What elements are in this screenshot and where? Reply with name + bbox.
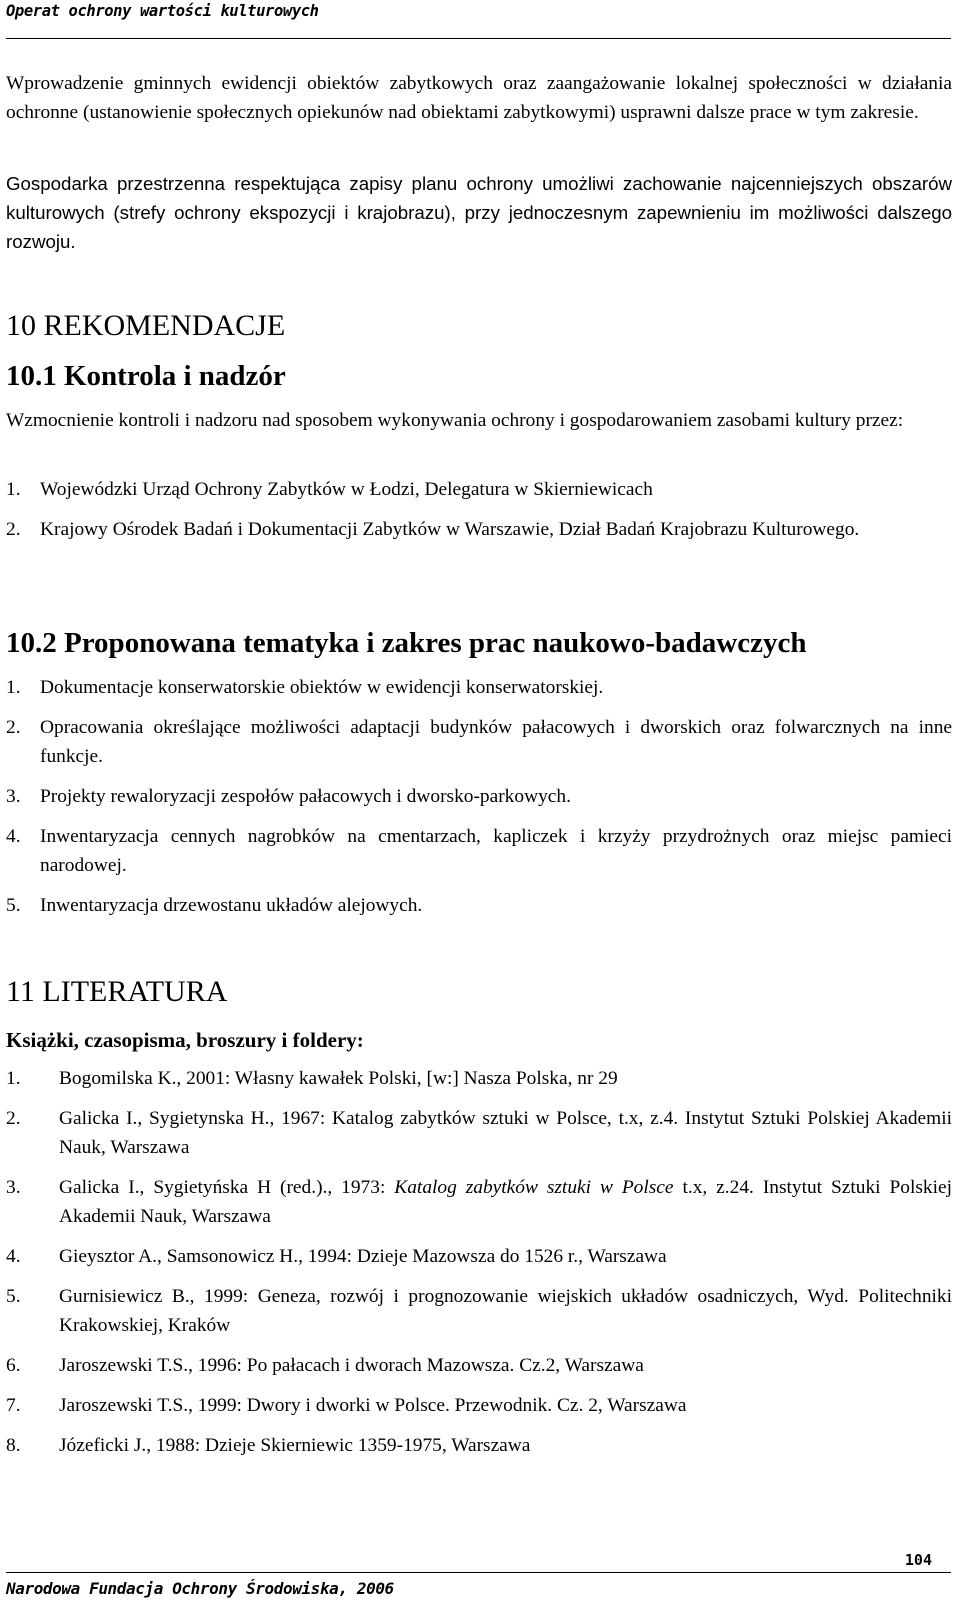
page-number: 104	[904, 1551, 932, 1569]
list-item-text: Galicka I., Sygietynska H., 1967: Katalog zabytków sztuki w Polsce, t.x, z.4. Instytut Sztuki Polskiej Akademii Nauk, Warszawa	[59, 1108, 952, 1158]
list-item-text: Krajowy Ośrodek Badań i Dokumentacji Zabytków w Warszawie, Dział Badań Krajobrazu Kulturowego.	[40, 519, 860, 540]
literature-subheading: Książki, czasopisma, broszury i foldery:	[6, 1028, 364, 1052]
list-item-text: Inwentaryzacja drzewostanu układów alejowych.	[40, 895, 423, 916]
list-item-number: 5.	[6, 895, 21, 916]
list-item-text: Jaroszewski T.S., 1999: Dwory i dworki w Polsce. Przewodnik. Cz. 2, Warszawa	[59, 1395, 687, 1416]
citation-text: t.x, z.24. Instytut Sztuki Polskiej Akademii Nauk, Warszawa	[59, 1177, 952, 1227]
list-item	[6, 822, 952, 880]
running-footer: Narodowa Fundacja Ochrony Środowiska, 2006	[6, 1579, 394, 1598]
list-item-text: Gurnisiewicz B., 1999: Geneza, rozwój i prognozowanie wiejskich układów osadniczych, Wyd. Politechniki Krakowskiej, Kraków	[59, 1286, 952, 1336]
list-item-number: 5.	[6, 1286, 21, 1307]
list-item-number: 7.	[6, 1395, 21, 1416]
list-item	[6, 1173, 952, 1231]
list-item-text: Jaroszewski T.S., 1996: Po pałacach i dworach Mazowsza. Cz.2, Warszawa	[59, 1355, 644, 1376]
list-item-text: Gieysztor A., Samsonowicz H., 1994: Dzieje Mazowsza do 1526 r., Warszawa	[59, 1246, 667, 1267]
list-item-number: 3.	[6, 786, 21, 807]
list-item-number: 6.	[6, 1355, 21, 1376]
list-item	[6, 673, 952, 702]
section-10-heading: 10 REKOMENDACJE	[6, 309, 286, 342]
list-item	[6, 1351, 952, 1380]
list-item	[6, 713, 952, 771]
header-rule	[6, 38, 951, 39]
section-10-2-heading: 10.2 Proponowana tematyka i zakres prac naukowo-badawczych	[6, 627, 807, 659]
section-10-1-heading: 10.1 Kontrola i nadzór	[6, 360, 286, 392]
list-item-number: 1.	[6, 1068, 21, 1089]
section-11-heading: 11 LITERATURA	[6, 975, 228, 1008]
running-header: Operat ochrony wartości kulturowych	[6, 2, 319, 20]
list-item-number: 4.	[6, 826, 21, 847]
list-item-number: 8.	[6, 1435, 21, 1456]
list-item-text: Wojewódzki Urząd Ochrony Zabytków w Łodzi, Delegatura w Skierniewicach	[40, 479, 653, 500]
list-item	[6, 891, 952, 920]
list-item-text: Inwentaryzacja cennych nagrobków na cmentarzach, kapliczek i krzyży przydrożnych oraz miejsc pamieci narodowej.	[40, 826, 952, 876]
list-item	[6, 1391, 952, 1420]
citation-title: Katalog zabytków sztuki w Polsce	[394, 1177, 674, 1198]
section-10-1-intro: Wzmocnienie kontroli i nadzoru nad sposobem wykonywania ochrony i gospodarowaniem zasobami kultury przez:	[6, 410, 904, 431]
list-item	[6, 1064, 952, 1093]
list-item-number: 3.	[6, 1177, 21, 1198]
list-item-text: Józeficki J., 1988: Dzieje Skierniewic 1359-1975, Warszawa	[59, 1435, 531, 1456]
citation-text: Galicka I., Sygietyńska H (red.)., 1973:	[59, 1177, 395, 1198]
list-item-number: 1.	[6, 479, 21, 500]
footer-rule	[6, 1572, 951, 1573]
list-item-number: 1.	[6, 677, 21, 698]
literature-list	[6, 1064, 952, 1460]
research-topics-list	[6, 673, 952, 920]
list-item-text: Dokumentacje konserwatorskie obiektów w ewidencji konserwatorskiej.	[40, 677, 604, 698]
intro-paragraph-1: Wprowadzenie gminnych ewidencji obiektów zabytkowych oraz zaangażowanie lokalnej społeczności w działania ochronne (ustanowienie społecznych opiekunów nad obiektami zabytkowymi) usprawni dalsze prace w tym zakresie.	[6, 73, 952, 123]
list-item-number: 4.	[6, 1246, 21, 1267]
list-item	[6, 1104, 952, 1162]
oversight-institutions-list	[6, 475, 952, 544]
list-item	[6, 1431, 952, 1460]
list-item-number: 2.	[6, 519, 21, 540]
list-item-text	[59, 1173, 952, 1231]
list-item-text: Projekty rewaloryzacji zespołów pałacowych i dworsko-parkowych.	[40, 786, 571, 807]
list-item	[6, 1242, 952, 1271]
list-item-number: 2.	[6, 717, 21, 738]
list-item-number: 2.	[6, 1108, 21, 1129]
list-item	[6, 782, 952, 811]
list-item	[6, 1282, 952, 1340]
list-item	[6, 475, 952, 504]
list-item	[6, 515, 952, 544]
list-item-text: Bogomilska K., 2001: Własny kawałek Polski, [w:] Nasza Polska, nr 29	[59, 1068, 618, 1089]
list-item-text: Opracowania określające możliwości adaptacji budynków pałacowych i dworskich oraz folwarcznych na inne funkcje.	[40, 717, 952, 767]
intro-paragraph-2: Gospodarka przestrzenna respektująca zapisy planu ochrony umożliwi zachowanie najcenniejszych obszarów kulturowych (strefy ochrony ekspozycji i krajobrazu), przy jednoczesnym zapewnieniu im możliwości dalszego rozwoju.	[6, 173, 952, 252]
